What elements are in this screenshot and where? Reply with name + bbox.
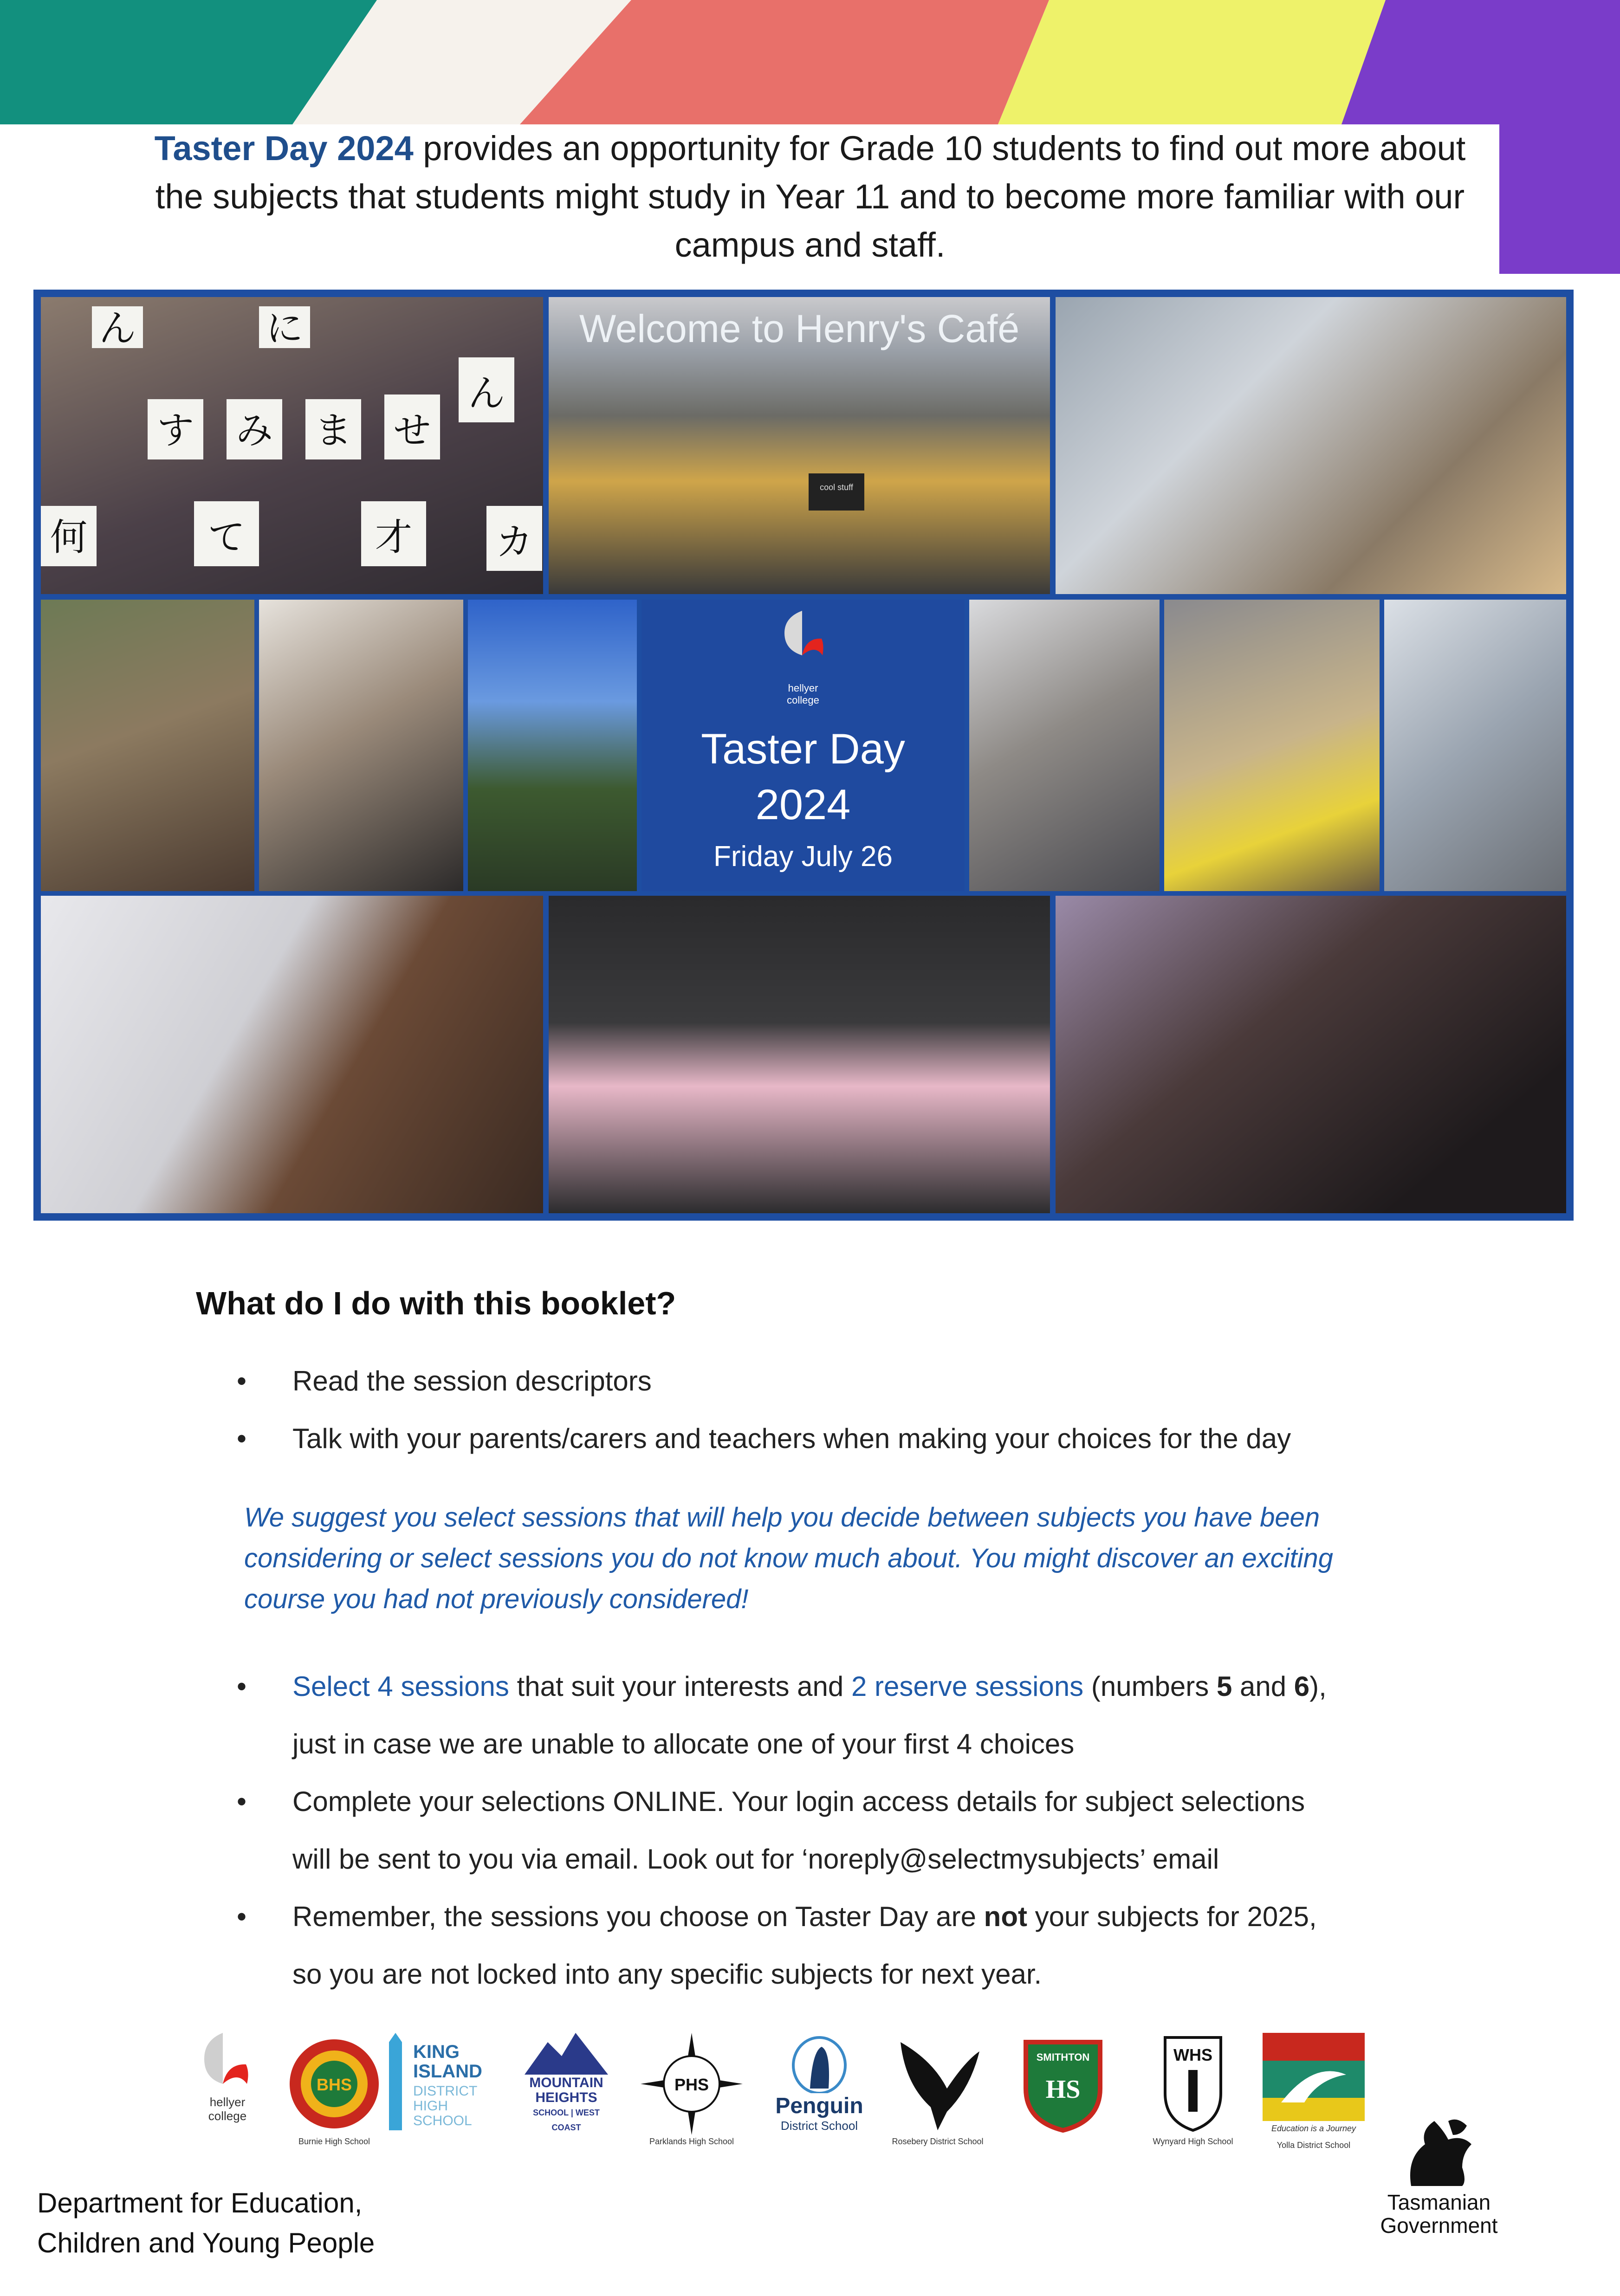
bullet-icon: • (237, 1671, 247, 1702)
suggestion-note: We suggest you select sessions that will help you decide between subjects you have been considering or select sessions you do not know much about. You might discover an exciting course you had not previously considered! (244, 1502, 1334, 1614)
photo-chemistry-lab (1384, 600, 1566, 891)
cafe-sign: Welcome to Henry's Café (579, 307, 1020, 350)
kana-cards (41, 297, 543, 594)
kana-card-1: ん (99, 307, 136, 350)
photo-japanese-class (41, 297, 543, 594)
svg-text:PHS: PHS (674, 2075, 709, 2094)
booklet-steps (237, 1658, 1430, 2003)
hellyer-college-logo-small: hellyer college (176, 2033, 279, 2149)
photo-science-lab (969, 600, 1160, 891)
kana-card-11: カ (496, 520, 533, 563)
svg-text:HS: HS (1045, 2075, 1081, 2104)
logo-college-name-2: college (787, 694, 819, 706)
mountain-heights-logo: MOUNTAIN HEIGHTS SCHOOL | WEST COAST (520, 2033, 613, 2149)
booklet-top-bullets (237, 1352, 1430, 1468)
kana-card-5: ま (315, 409, 352, 452)
bullet-icon: • (237, 1423, 247, 1454)
list-item-remember: • Remember, the sessions you choose on Taster Day are not your subjects for 2025, so you are not locked into any specific subjects for next year. (241, 1888, 1430, 2003)
list-item: • Read the session descriptors (241, 1352, 1430, 1410)
photo-anatomy-skeleton (549, 896, 1050, 1213)
kana-card-7: ん (468, 372, 505, 415)
svg-text:BHS: BHS (316, 2075, 352, 2094)
wynyard-high-school-logo: WHS Wynyard High School (1142, 2033, 1244, 2149)
parklands-high-school-logo: PHS Parklands High School (641, 2033, 743, 2149)
department-name: Department for Education, Children and Young People (37, 2187, 375, 2258)
photo-microscope-student (41, 896, 543, 1213)
photo-cycling-group (468, 600, 637, 891)
svg-text:WHS: WHS (1173, 2045, 1212, 2064)
list-item: • Talk with your parents/carers and teachers when making your choices for the day (241, 1410, 1430, 1468)
cafe-cabinet-label: cool stuff (809, 473, 864, 511)
yolla-district-school-logo: Education is a Journey Yolla District School (1263, 2033, 1365, 2149)
photo-hairdressing-class (1056, 896, 1566, 1213)
photo-woodwork-class (1056, 297, 1566, 594)
school-logos (176, 2033, 1374, 2154)
photo-sandpit-play (1164, 600, 1380, 891)
taster-day-year: 2024 (755, 781, 851, 828)
booklet-heading: What do I do with this booklet? (196, 1285, 676, 1321)
bullet-icon: • (237, 1901, 247, 1932)
kana-card-4: み (236, 409, 273, 452)
photo-collage (33, 290, 1574, 1221)
bullet-icon: • (237, 1786, 247, 1817)
taster-day-title: Taster Day (701, 725, 905, 773)
list-item-online: • Complete your selections ONLINE. Your login access details for subject selections will be sent to you via email. Look out for ‘noreply@selectmysubjects’ email (241, 1773, 1430, 1888)
hellyer-college-logo (780, 611, 826, 676)
tasmanian-government-logo: Tasmanian Government (1369, 2116, 1509, 2237)
banner-yellow-stripe (998, 0, 1386, 124)
photo-cooking-class (259, 600, 463, 891)
intro-paragraph (139, 124, 1481, 269)
list-item-select-sessions: • Select 4 sessions that suit your interests and 2 reserve sessions (numbers 5 and 6), just in case we are unable to allocate one of your first 4 choices (241, 1658, 1430, 1773)
burnie-high-school-logo: BHS Burnie High School (283, 2033, 385, 2149)
intro-text: provides an opportunity for Grade 10 students to find out more about the subjects that students might study in Year 11 and to become more familiar with our campus and staff. (155, 129, 1466, 264)
intro-highlight: Taster Day 2024 (154, 129, 414, 168)
bullet-icon: • (237, 1365, 247, 1397)
kana-card-9: て (208, 516, 245, 559)
kana-card-6: せ (394, 409, 431, 452)
photo-henrys-cafe (549, 297, 1050, 594)
rosebery-district-school-logo: Rosebery District School (887, 2033, 989, 2149)
taster-day-date: Friday July 26 (713, 841, 893, 873)
kana-card-10: 才 (375, 516, 412, 559)
smithton-high-school-logo (1012, 2033, 1114, 2149)
king-island-logo: KING ISLAND DISTRICT HIGH SCHOOL (381, 2033, 511, 2149)
svg-text:SMITHTON: SMITHTON (1036, 2051, 1090, 2063)
kana-card-2: に (266, 307, 303, 350)
thylacine-icon (1393, 2116, 1485, 2191)
kana-card-3: す (157, 409, 194, 452)
penguin-district-school-logo: Penguin District School (766, 2033, 873, 2149)
logo-college-name-1: hellyer (788, 682, 818, 694)
photo-outdoor-activity (41, 600, 254, 891)
taster-day-title-tile (642, 600, 965, 891)
kana-card-8: 何 (50, 516, 87, 559)
